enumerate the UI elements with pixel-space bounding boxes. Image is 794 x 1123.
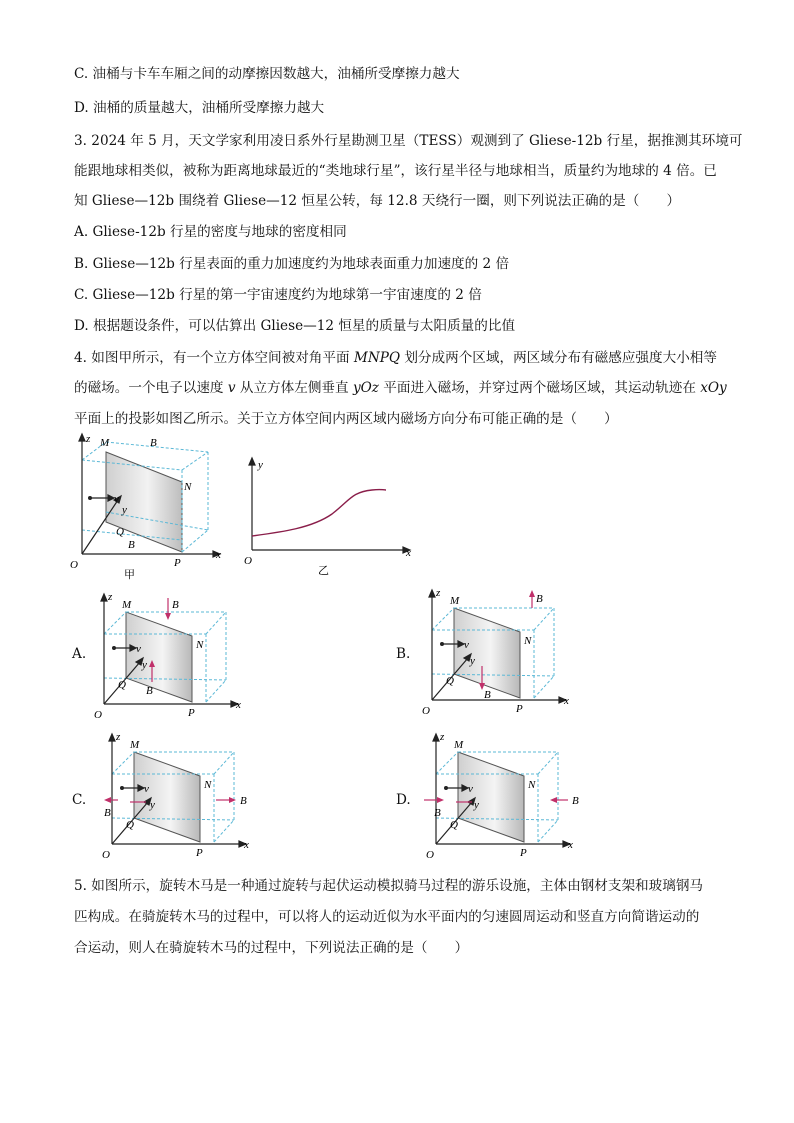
vertex-q-label: Q: [118, 679, 126, 691]
option-figure-b: [424, 586, 594, 716]
origin-label: O: [70, 559, 78, 571]
q4-stem-line3: 平面上的投影如图乙所示。关于立方体空间内两区域内磁场方向分布可能正确的是（ ）: [74, 411, 618, 427]
option-c-label[interactable]: C.: [72, 792, 87, 808]
field-b-label: B: [536, 593, 543, 605]
vertex-q-label: Q: [446, 675, 454, 687]
z-axis-label: z: [436, 587, 441, 599]
field-b-label: B: [146, 685, 153, 697]
vertex-q-label: Q: [126, 819, 134, 831]
edge-b-label: B: [150, 437, 157, 449]
q4-stem-line1: 4. 如图甲所示，有一个立方体空间被对角平面 MNPQ 划分成两个区域，两区域分布有磁感应强度大小相等: [74, 350, 717, 366]
y-axis-label: y: [122, 504, 127, 516]
vertex-n-label: N: [196, 639, 204, 651]
field-b-label: B: [172, 599, 179, 611]
origin-label: O: [422, 705, 430, 717]
vertex-n-label: N: [184, 481, 192, 493]
option-figure-d: [428, 730, 598, 860]
option-c-q2: C. 油桶与卡车车厢之间的动摩擦因数越大，油桶所受摩擦力越大: [74, 66, 460, 82]
velocity-label: v: [136, 643, 141, 655]
edge-b-label-2: B: [128, 539, 135, 551]
vertex-m-label: M: [122, 599, 132, 611]
field-b-label: B: [104, 807, 111, 819]
velocity-label: v: [114, 493, 119, 505]
y-axis-label: y: [142, 659, 147, 671]
option-d-q2: D. 油桶的质量越大，油桶所受摩擦力越大: [74, 100, 325, 116]
vertex-m-label: M: [454, 739, 464, 751]
y-axis-label: y: [258, 459, 263, 471]
vertex-n-label: N: [528, 779, 536, 791]
origin-label: O: [244, 555, 252, 567]
origin-label: O: [102, 849, 110, 861]
x-axis-label: x: [236, 699, 241, 711]
vertex-q-label: Q: [116, 526, 124, 538]
q3-stem-line1: 3. 2024 年 5 月，天文学家利用凌日系外行星勘测卫星（TESS）观测到了 Gliese-12b 行星，据推测其环境可: [74, 133, 743, 149]
z-axis-label: z: [440, 731, 445, 743]
z-axis-label: z: [86, 433, 91, 445]
option-d-label[interactable]: D.: [396, 792, 411, 808]
velocity-label: v: [144, 783, 149, 795]
q5-stem-line2: 匹构成。在骑旋转木马的过程中，可以将人的运动近似为水平面内的匀速圆周运动和竖直方向简谐运动的: [74, 909, 700, 925]
vertex-p-label: P: [520, 847, 527, 859]
z-axis-label: z: [116, 731, 121, 743]
q3-option-a: A. Gliese-12b 行星的密度与地球的密度相同: [74, 224, 347, 240]
vertex-m-label: M: [130, 739, 140, 751]
q3-option-c: C. Gliese—12b 行星的第一宇宙速度约为地球第一宇宙速度的 2 倍: [74, 287, 482, 303]
caption-jia: 甲: [124, 569, 135, 581]
figure-yi: [242, 452, 422, 580]
vertex-q-label: Q: [450, 819, 458, 831]
y-axis-label: y: [470, 655, 475, 667]
vertex-m-label: M: [450, 595, 460, 607]
y-axis-label: y: [474, 799, 479, 811]
x-axis-label: x: [564, 695, 569, 707]
q3-stem-line3: 知 Gliese—12b 围绕着 Gliese—12 恒星公转，每 12.8 天绕行一圈，则下列说法正确的是（ ）: [74, 193, 681, 209]
vertex-m-label: M: [100, 437, 110, 449]
option-b-label[interactable]: B.: [396, 646, 411, 662]
vertex-p-label: P: [174, 557, 181, 569]
field-b-label: B: [572, 795, 579, 807]
option-figure-c: [104, 730, 274, 860]
field-b-label: B: [484, 689, 491, 701]
vertex-p-label: P: [516, 703, 523, 715]
velocity-label: v: [468, 783, 473, 795]
vertex-p-label: P: [188, 707, 195, 719]
q5-stem-line1: 5. 如图所示，旋转木马是一种通过旋转与起伏运动模拟骑马过程的游乐设施，主体由钢材支架和玻璃钢马: [74, 878, 704, 894]
velocity-label: v: [464, 639, 469, 651]
figure-jia: [66, 430, 226, 580]
caption-yi: 乙: [318, 565, 329, 577]
x-axis-label: x: [216, 549, 221, 561]
option-figure-a: [96, 590, 266, 720]
x-axis-label: x: [406, 547, 411, 559]
trajectory-curve: [252, 490, 386, 536]
origin-label: O: [426, 849, 434, 861]
q4-stem-line2: 的磁场。一个电子以速度 v 从立方体左侧垂直 yOz 平面进入磁场，并穿过两个磁场区域，其运动轨迹在 xOy: [74, 380, 727, 396]
q3-option-b: B. Gliese—12b 行星表面的重力加速度约为地球表面重力加速度的 2 倍: [74, 256, 510, 272]
origin-label: O: [94, 709, 102, 721]
q5-stem-line3: 合运动，则人在骑旋转木马的过程中，下列说法正确的是（ ）: [74, 940, 469, 956]
z-axis-label: z: [108, 591, 113, 603]
field-b-label: B: [240, 795, 247, 807]
option-a-label[interactable]: A.: [72, 646, 87, 662]
field-b-label: B: [434, 807, 441, 819]
q3-option-d: D. 根据题设条件，可以估算出 Gliese—12 恒星的质量与太阳质量的比值: [74, 318, 516, 334]
q3-stem-line2: 能跟地球相类似，被称为距离地球最近的“类地球行星”，该行星半径与地球相当，质量约为地球的 4 倍。已: [74, 163, 717, 179]
x-axis-label: x: [244, 839, 249, 851]
vertex-n-label: N: [524, 635, 532, 647]
x-axis-label: x: [568, 839, 573, 851]
y-axis-label: y: [150, 799, 155, 811]
vertex-n-label: N: [204, 779, 212, 791]
vertex-p-label: P: [196, 847, 203, 859]
